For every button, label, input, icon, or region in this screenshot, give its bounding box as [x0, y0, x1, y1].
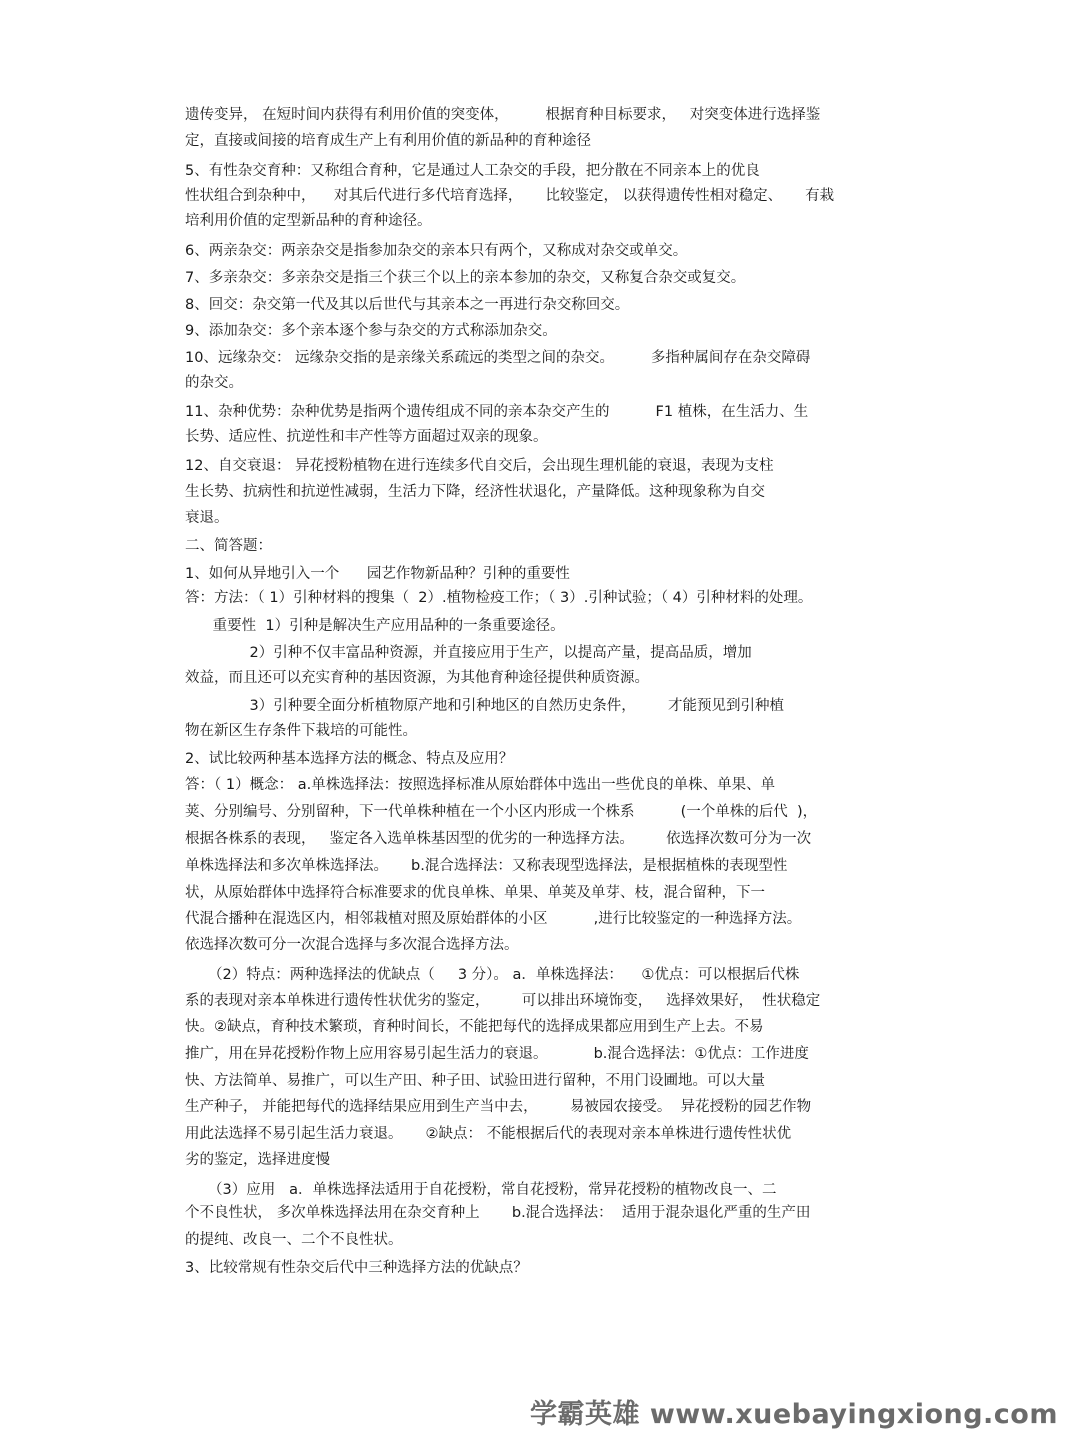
text-line: 答：方法：（ 1）引种材料的搜集（ 2）.植物检疫工作；（ 3）.引种试验；（ 4）引种材料的处理。 — [185, 590, 813, 606]
text-line: （3）应用 a．单株选择法适用于自花授粉，常自花授粉，常异花授粉的植物改良一、二 — [185, 1182, 777, 1198]
text-line: 状，从原始群体中选择符合标准要求的优良单株、单果、单荚及单芽、枝，混合留种，下一 — [185, 885, 765, 901]
text-line: 单株选择法和多次单株选择法。 b.混合选择法：又称表现型选择法，是根据植株的表现型性 — [185, 858, 788, 874]
text-line: 8、回交：杂交第一代及其以后世代与其亲本之一再进行杂交称回交。 — [185, 297, 630, 313]
text-line: 遗传变异， 在短时间内获得有利用价值的突变体， 根据育种目标要求， 对突变体进行选择鉴 — [185, 107, 821, 123]
text-line: 依选择次数可分一次混合选择与多次混合选择方法。 — [185, 937, 519, 953]
text-line: 性状组合到杂种中， 对其后代进行多代培育选择， 比较鉴定， 以获得遗传性相对稳定、 有栽 — [185, 188, 835, 204]
text-line: 个不良性状， 多次单株选择法用在杂交育种上 b.混合选择法： 适用于混杂退化严重的生产田 — [185, 1205, 811, 1221]
text-line: 11、杂种优势：杂种优势是指两个遗传组成不同的亲本杂交产生的 F1 植株，在生活力、生 — [185, 404, 809, 420]
text-line: 6、两亲杂交：两亲杂交是指参加杂交的亲本只有两个，又称成对杂交或单交。 — [185, 243, 688, 259]
text-line: 快、方法简单、易推广，可以生产田、种子田、试验田进行留种，不用门设圃地。可以大量 — [185, 1073, 765, 1089]
text-line: 推广，用在异花授粉作物上应用容易引起生活力的衰退。 b.混合选择法：①优点：工作进度 — [185, 1046, 809, 1062]
text-line: 培利用价值的定型新品种的育种途径。 — [185, 213, 432, 229]
text-line: 2）引种不仅丰富品种资源，并直接应用于生产，以提高产量，提高品质，增加 — [185, 645, 752, 661]
text-line: 12、自交衰退： 异花授粉植物在进行连续多代自交后，会出现生理机能的衰退，表现为支柱 — [185, 458, 774, 474]
text-line: 定，直接或间接的培育成生产上有利用价值的新品种的育种途径 — [185, 133, 591, 149]
text-line: 10、远缘杂交： 远缘杂交指的是亲缘关系疏远的类型之间的杂交。 多指种属间存在杂交障碍 — [185, 350, 811, 366]
text-line: 代混合播种在混选区内，相邻栽植对照及原始群体的小区 ,进行比较鉴定的一种选择方法。 — [185, 911, 802, 927]
text-line: 9、添加杂交：多个亲本逐个参与杂交的方式称添加杂交。 — [185, 323, 557, 339]
text-line: 衰退。 — [185, 510, 229, 526]
text-line: 重要性 1）引种是解决生产应用品种的一条重要途径。 — [185, 618, 565, 634]
text-line: 快。②缺点，育种技术繁琐，育种时间长，不能把每代的选择成果都应用到生产上去。不易 — [185, 1019, 764, 1035]
question-line: 2、试比较两种基本选择方法的概念、特点及应用？ — [185, 751, 514, 767]
question-line: 1、如何从异地引入一个 园艺作物新品种？引种的重要性 — [185, 566, 570, 582]
text-line: 长势、适应性、抗逆性和丰产性等方面超过双亲的现象。 — [185, 429, 548, 445]
text-line: 7、多亲杂交：多亲杂交是指三个获三个以上的亲本参加的杂交，又称复合杂交或复交。 — [185, 270, 746, 286]
section-heading: 二、简答题： — [185, 538, 272, 554]
question-line: 3、比较常规有性杂交后代中三种选择方法的优缺点？ — [185, 1260, 528, 1276]
text-line: 物在新区生存条件下栽培的可能性。 — [185, 723, 417, 739]
watermark: 学霸英雄 www.xuebayingxiong.com — [529, 1399, 1058, 1430]
text-line: 的杂交。 — [185, 375, 243, 391]
text-line: 生产种子， 并能把每代的选择结果应用到生产当中去， 易被园农接受。 异花授粉的园艺作物 — [185, 1099, 812, 1115]
text-line: 答：（ 1）概念： a.单株选择法：按照选择标准从原始群体中选出一些优良的单株、单果、单 — [185, 777, 776, 793]
text-line: 5、有性杂交育种：又称组合育种，它是通过人工杂交的手段，把分散在不同亲本上的优良 — [185, 163, 760, 179]
text-line: 根据各株系的表现， 鉴定各入选单株基因型的优劣的一种选择方法。 依选择次数可分为一次 — [185, 831, 812, 847]
text-line: 的提纯、改良一、二个不良性状。 — [185, 1232, 403, 1248]
text-line: 效益，而且还可以充实育种的基因资源，为其他育种途径提供种质资源。 — [185, 670, 649, 686]
text-line: （2）特点：两种选择法的优缺点（ 3 分）。 a．单株选择法： ①优点：可以根据后代株 — [185, 967, 800, 983]
text-line: 用此法选择不易引起生活力衰退。 ②缺点： 不能根据后代的表现对亲本单株进行遗传性状优 — [185, 1126, 792, 1142]
text-line: 劣的鉴定，选择进度慢 — [185, 1152, 330, 1168]
text-line: 3）引种要全面分析植物原产地和引种地区的自然历史条件， 才能预见到引种植 — [185, 698, 785, 714]
text-line: 荚、分别编号、分别留种，下一代单株种植在一个小区内形成一个株系 (一个单株的后代 )， — [185, 804, 818, 820]
text-line: 系的表现对亲本单株进行遗传性状优劣的鉴定， 可以排出环境饰变， 选择效果好， 性状稳定 — [185, 993, 821, 1009]
text-line: 生长势、抗病性和抗逆性减弱，生活力下降，经济性状退化，产量降低。这种现象称为自交 — [185, 484, 765, 500]
